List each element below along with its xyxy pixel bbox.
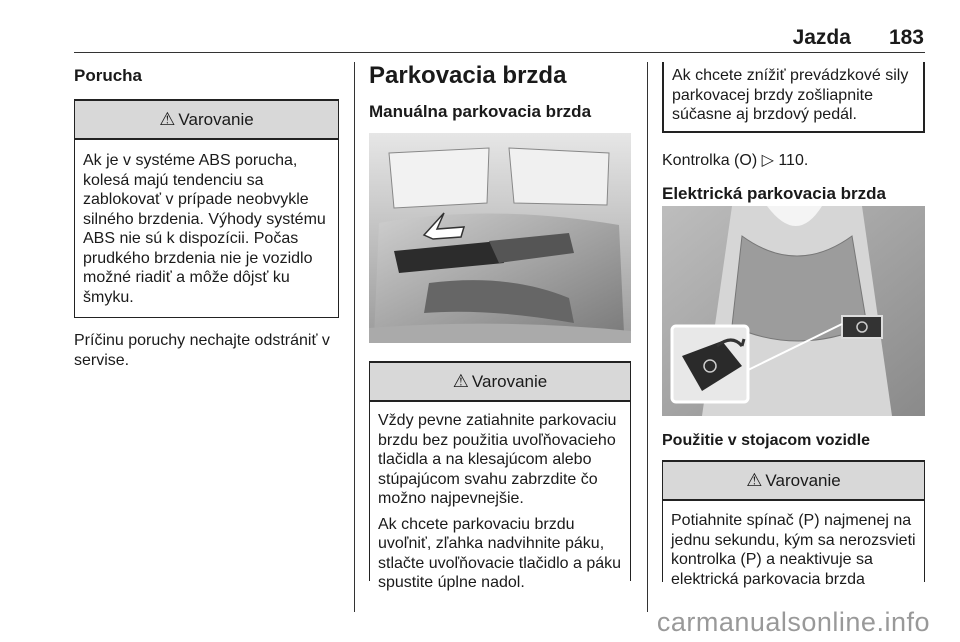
warning-header bbox=[663, 462, 924, 501]
subtitle-elektricka: Elektrická parkovacia brzda bbox=[662, 184, 886, 203]
column-divider-2 bbox=[647, 62, 648, 612]
watermark: carmanualsonline.info bbox=[656, 607, 930, 637]
electric-parking-brake-image bbox=[662, 206, 925, 416]
warning-text: Potiahnite spínač (P) najmenej na jednu sekundu, kým sa nerozsvieti kontrolka (P) a neaktivuje sa elektrická parkovacia brzda bbox=[671, 512, 916, 588]
warning-text: Ak je v systéme ABS porucha, kolesá majú tendenciu sa zablokovať v prípade neobvykle silného brzdenia. Výhody systému ABS nie sú k dispozícii. Počas prudkého brzdenia nie je vozidlo možné riadiť a môže dôjsť ku šmyku. bbox=[83, 152, 326, 306]
warning-title: Varovanie bbox=[765, 470, 841, 490]
warning-triangle-icon: ⚠ bbox=[159, 109, 176, 129]
subtitle-manualna: Manuálna parkovacia brzda bbox=[369, 102, 592, 121]
warning-header bbox=[75, 101, 338, 140]
column-2 bbox=[369, 62, 631, 122]
subheading-stojacom: Použitie v stojacom vozidle bbox=[662, 432, 871, 449]
warning-text bbox=[370, 402, 630, 603]
page-number: 183 bbox=[888, 26, 924, 49]
warning-box-abs bbox=[74, 99, 339, 318]
warning-paragraph-2: Ak chcete parkovaciu brzdu uvoľniť, zľahka nadvihnite páku, stlačte uvoľňovacie tlačidlo a páku spustite úplne nadol. bbox=[378, 515, 622, 591]
warning-box-elektricka bbox=[662, 460, 925, 588]
column-divider-1 bbox=[354, 62, 355, 612]
page-header bbox=[793, 26, 924, 50]
column-1 bbox=[74, 62, 339, 370]
warning-triangle-icon: ⚠ bbox=[746, 470, 763, 490]
warning-paragraph-1: Vždy pevne zatiahnite parkovaciu brzdu bez použitia uvoľňovacieho tlačidla a na klesajúcom alebo stúpajúcom svahu zabrzdite čo možno najpevnejšie. bbox=[378, 412, 617, 507]
warning-title: Varovanie bbox=[471, 371, 548, 391]
column-3 bbox=[662, 62, 925, 204]
manual-handbrake-image bbox=[369, 133, 631, 343]
section-title: Jazda bbox=[792, 26, 851, 49]
paragraph-servis: Príčinu poruchy nechajte odstrániť v servise. bbox=[74, 332, 330, 369]
header-rule bbox=[74, 52, 925, 53]
kontrolka-reference: Kontrolka (O) ▷ 110. bbox=[662, 151, 809, 169]
warning-triangle-icon: ⚠ bbox=[452, 371, 469, 391]
title-parkovacia-brzda: Parkovacia brzda bbox=[369, 62, 567, 89]
warning-box-parkovacia bbox=[369, 361, 631, 591]
warning-header bbox=[370, 363, 630, 402]
heading-porucha: Porucha bbox=[74, 66, 143, 85]
note-box: Ak chcete znížiť prevádzkové sily parkovacej brzdy zošliapnite súčasne aj brzdový pedál. bbox=[662, 62, 925, 133]
warning-title: Varovanie bbox=[178, 109, 254, 129]
